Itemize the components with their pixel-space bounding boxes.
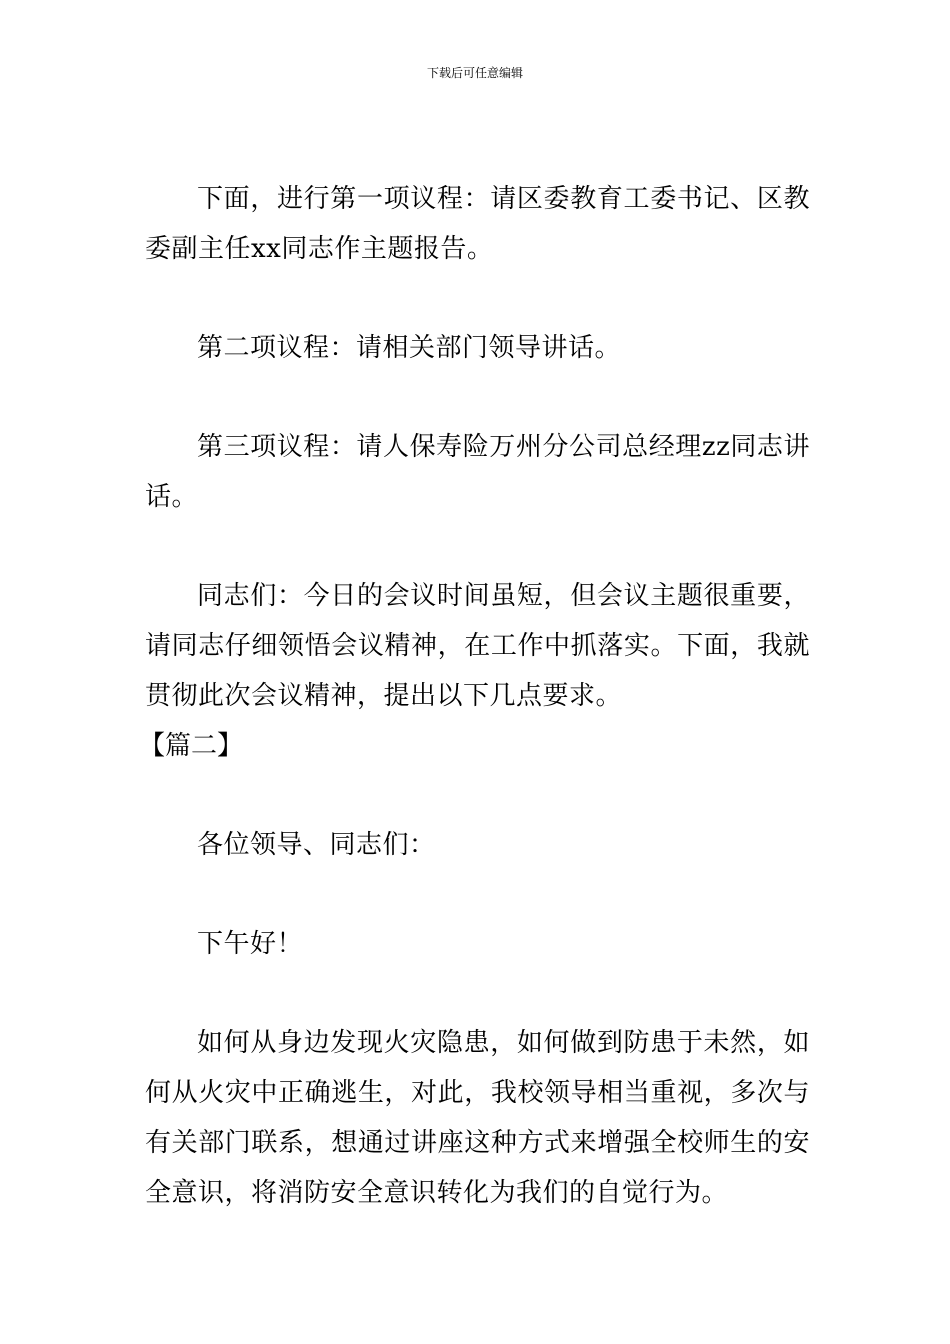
paragraph-greeting: 各位领导、同志们： [197,830,436,860]
page-header-note: 下载后可任意编辑 [426,66,523,80]
section-title-part-two: 【篇二】 [139,731,244,761]
paragraph-requirements: 同志们：今日的会议时间虽短，但会议主题很重要，请同志仔细领悟会议精神，在工作中抓落实。下面，我就贯彻此次会议精神，提出以下几点要求。 [145,581,810,711]
paragraph-agenda-1: 下面，进行第一项议程：请区委教育工委书记、区教委副主任xx同志作主题报告。 [145,184,810,264]
paragraph-gap [145,373,810,422]
paragraph-good-afternoon: 下午好！ [197,929,304,959]
document-body [139,174,810,1218]
paragraph-gap [145,522,810,571]
paragraph-gap [145,274,810,323]
paragraph-gap [145,969,810,1018]
paragraph-agenda-2: 第二项议程：请相关部门领导讲话。 [197,333,622,363]
paragraph-gap [145,870,810,919]
paragraph-gap [145,771,810,820]
paragraph-fire-safety: 如何从身边发现火灾隐患，如何做到防患于未然，如何从火灾中正确逃生，对此，我校领导相当重视，多次与有关部门联系，想通过讲座这种方式来增强全校师生的安全意识，将消防安全意识转化为我们的自觉行为。 [145,1028,810,1208]
paragraph-agenda-3: 第三项议程：请人保寿险万州分公司总经理zz同志讲话。 [145,432,810,512]
